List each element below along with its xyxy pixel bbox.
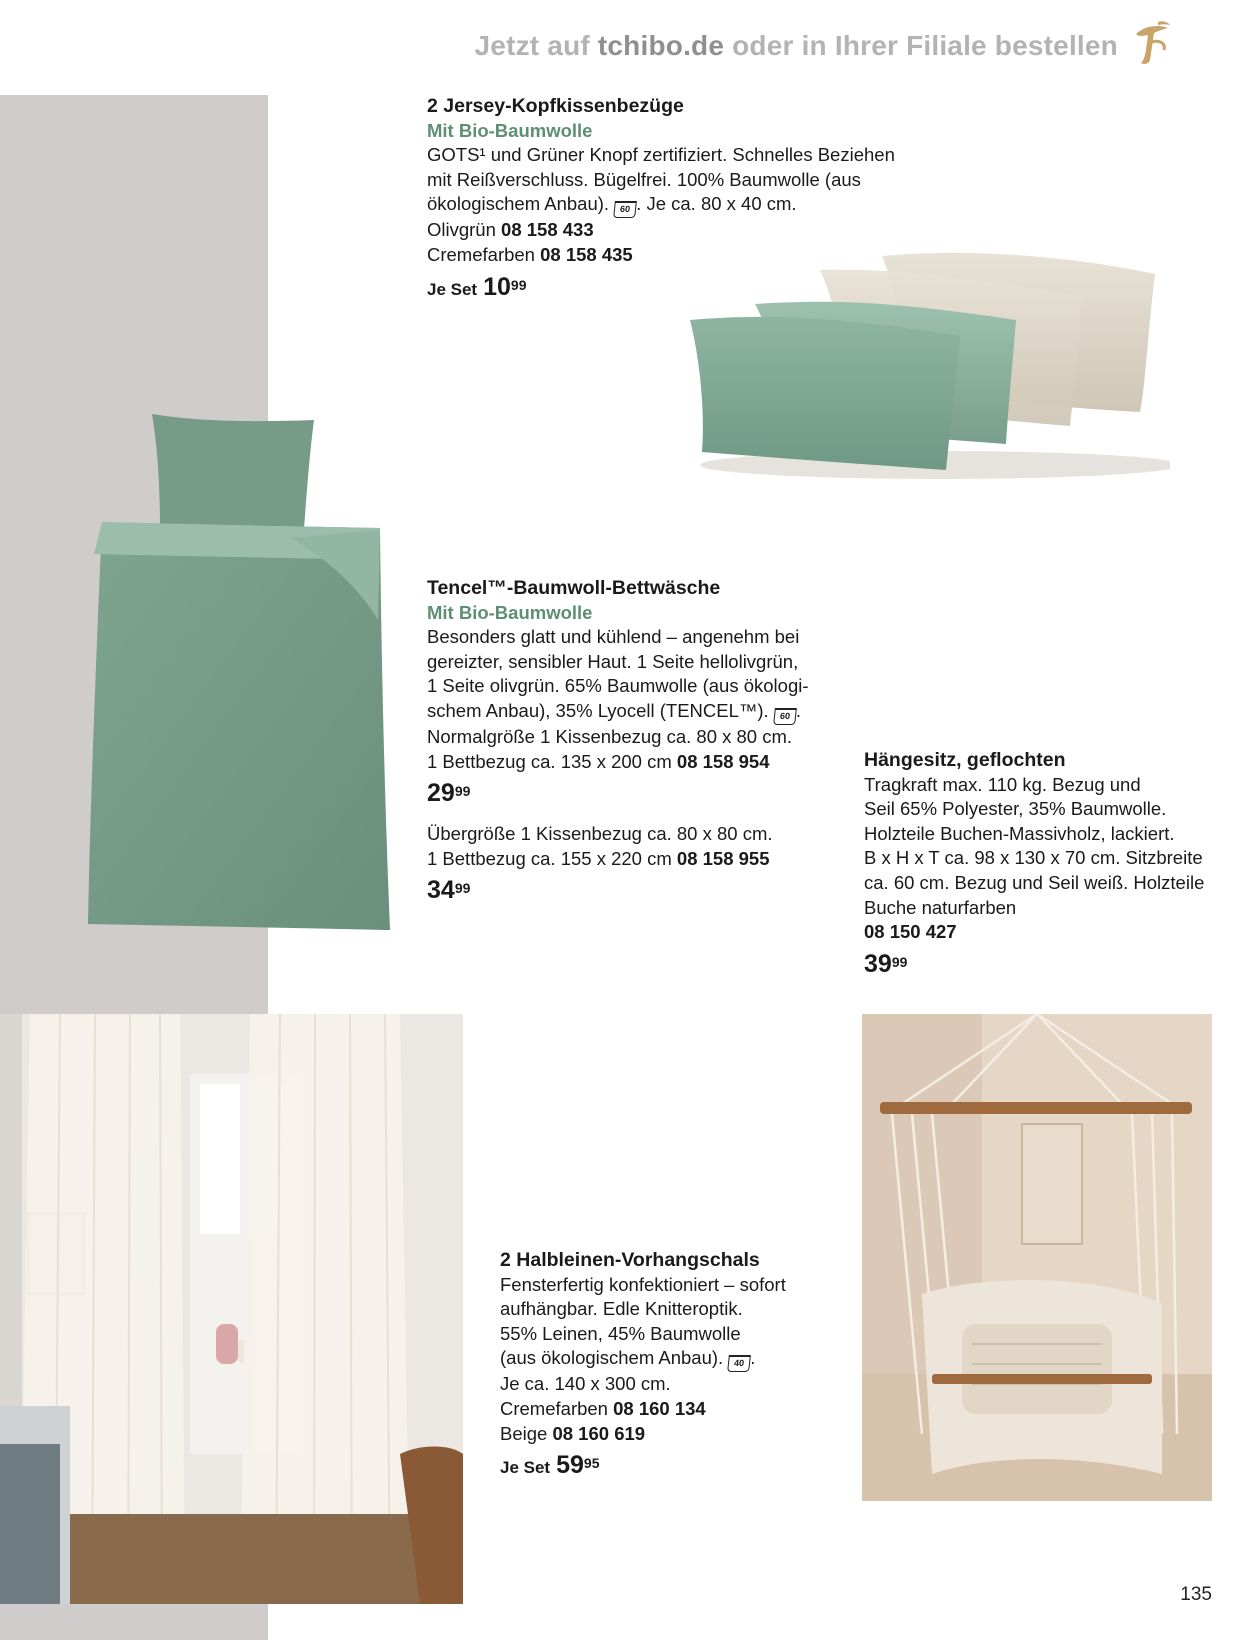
hammock-desc-1: Tragkraft max. 110 kg. Bezug und bbox=[864, 773, 1141, 795]
hammock-desc-5: ca. 60 cm. Bezug und Seil weiß. Holzteile bbox=[864, 871, 1205, 893]
bedding-product-info bbox=[427, 576, 817, 905]
pillow-title: 2 Jersey-Kopfkissenbezüge bbox=[427, 95, 684, 117]
bedding-title: Tencel™-Baumwoll-Bettwäsche bbox=[427, 577, 721, 599]
hammock-desc-6: Buche naturfarben bbox=[864, 896, 1017, 918]
bedding-desc-1: Besonders glatt und kühlend – angenehm bei bbox=[427, 626, 800, 648]
hammock-price: $39^{99}$ bbox=[864, 949, 908, 978]
pillow-desc-3: ökologischem Anbau). 60 . Je ca. 80 x 40 cm. bbox=[427, 192, 847, 218]
hammock-article-number: 08 150 427 bbox=[864, 921, 957, 943]
pillow-price: Je Set $10^{99}$ bbox=[427, 272, 527, 301]
bedding-size2-line1: Übergröße 1 Kissenbezug ca. 80 x 80 cm. bbox=[427, 823, 773, 845]
pillows-photo bbox=[650, 240, 1170, 520]
curtains-desc-4: (aus ökologischem Anbau). 40 . bbox=[500, 1346, 840, 1372]
curtains-desc-1: Fensterfertig konfektioniert – sofort bbox=[500, 1273, 786, 1295]
hammock-photo bbox=[862, 1014, 1212, 1501]
curtains-variant-2: Beige 08 160 619 bbox=[500, 1422, 646, 1444]
pillow-variant-1: Olivgrün 08 158 433 bbox=[427, 219, 594, 241]
bedding-size2-price: $34^{99}$ bbox=[427, 876, 471, 905]
curtains-price: Je Set $59^{95}$ bbox=[500, 1451, 600, 1480]
bedding-size1-line2: 1 Bettbezug ca. 135 x 200 cm 08 158 954 bbox=[427, 750, 770, 772]
bedding-size2-line2: 1 Bettbezug ca. 155 x 220 cm 08 158 955 bbox=[427, 847, 770, 869]
page-number: 135 bbox=[1180, 1584, 1212, 1605]
hammock-desc-4: B x H x T ca. 98 x 130 x 70 cm. Sitzbreite bbox=[864, 847, 1203, 869]
article-number: 08 160 619 bbox=[552, 1422, 646, 1444]
hammock-desc-2: Seil 65% Polyester, 35% Baumwolle. bbox=[864, 798, 1167, 820]
article-number: 08 158 435 bbox=[540, 243, 633, 265]
bedding-desc-3: 1 Seite olivgrün. 65% Baumwolle (aus ökologi- bbox=[427, 675, 809, 697]
pillow-desc-1: GOTS¹ und Grüner Knopf zertifiziert. Schnelles Beziehen bbox=[427, 144, 895, 166]
page-header bbox=[475, 30, 1118, 62]
bedding-desc-2: gereizter, sensibler Haut. 1 Seite hellolivgrün, bbox=[427, 650, 799, 672]
article-number: 08 158 433 bbox=[501, 219, 594, 241]
pillow-variant-2: Cremefarben 08 158 435 bbox=[427, 243, 633, 265]
curtains-desc-3: 55% Leinen, 45% Baumwolle bbox=[500, 1322, 741, 1344]
bedding-subtitle: Mit Bio-Baumwolle bbox=[427, 601, 593, 623]
curtains-title: 2 Halbleinen-Vorhangschals bbox=[500, 1249, 760, 1271]
bedding-desc-4: schem Anbau), 35% Lyocell (TENCEL™). 60 . bbox=[427, 699, 817, 725]
header-brand[interactable]: tchibo.de bbox=[597, 30, 725, 61]
wash-40-icon: 40 bbox=[727, 1355, 751, 1372]
curtains-size: Je ca. 140 x 300 cm. bbox=[500, 1373, 671, 1395]
curtains-desc-2: aufhängbar. Edle Knitteroptik. bbox=[500, 1298, 743, 1320]
article-number: 08 160 134 bbox=[613, 1397, 706, 1419]
curtains-product-info bbox=[500, 1248, 840, 1483]
hammock-desc-3: Holzteile Buchen-Massivholz, lackiert. bbox=[864, 822, 1175, 844]
bedding-size1-line1: Normalgröße 1 Kissenbezug ca. 80 x 80 cm. bbox=[427, 725, 793, 747]
curtains-variant-1: Cremefarben 08 160 134 bbox=[500, 1397, 706, 1419]
hammock-title: Hängesitz, geflochten bbox=[864, 749, 1066, 771]
header-prefix: Jetzt auf bbox=[474, 30, 598, 61]
curtains-photo bbox=[0, 1014, 463, 1604]
bedding-size1-price: $29^{99}$ bbox=[427, 779, 471, 808]
bedding-photo bbox=[60, 410, 400, 940]
article-number: 08 158 955 bbox=[676, 847, 770, 869]
header-suffix: oder in Ihrer Filiale bestellen bbox=[724, 30, 1118, 61]
pillow-subtitle: Mit Bio-Baumwolle bbox=[427, 119, 593, 141]
article-number: 08 158 954 bbox=[676, 750, 770, 772]
hammock-product-info bbox=[864, 748, 1234, 979]
pillow-desc-2: mit Reißverschluss. Bügelfrei. 100% Baumwolle (aus bbox=[427, 168, 861, 190]
wash-60-icon: 60 bbox=[773, 708, 797, 725]
tchibo-logo-icon bbox=[1128, 20, 1172, 66]
wash-60-icon: 60 bbox=[613, 201, 637, 218]
